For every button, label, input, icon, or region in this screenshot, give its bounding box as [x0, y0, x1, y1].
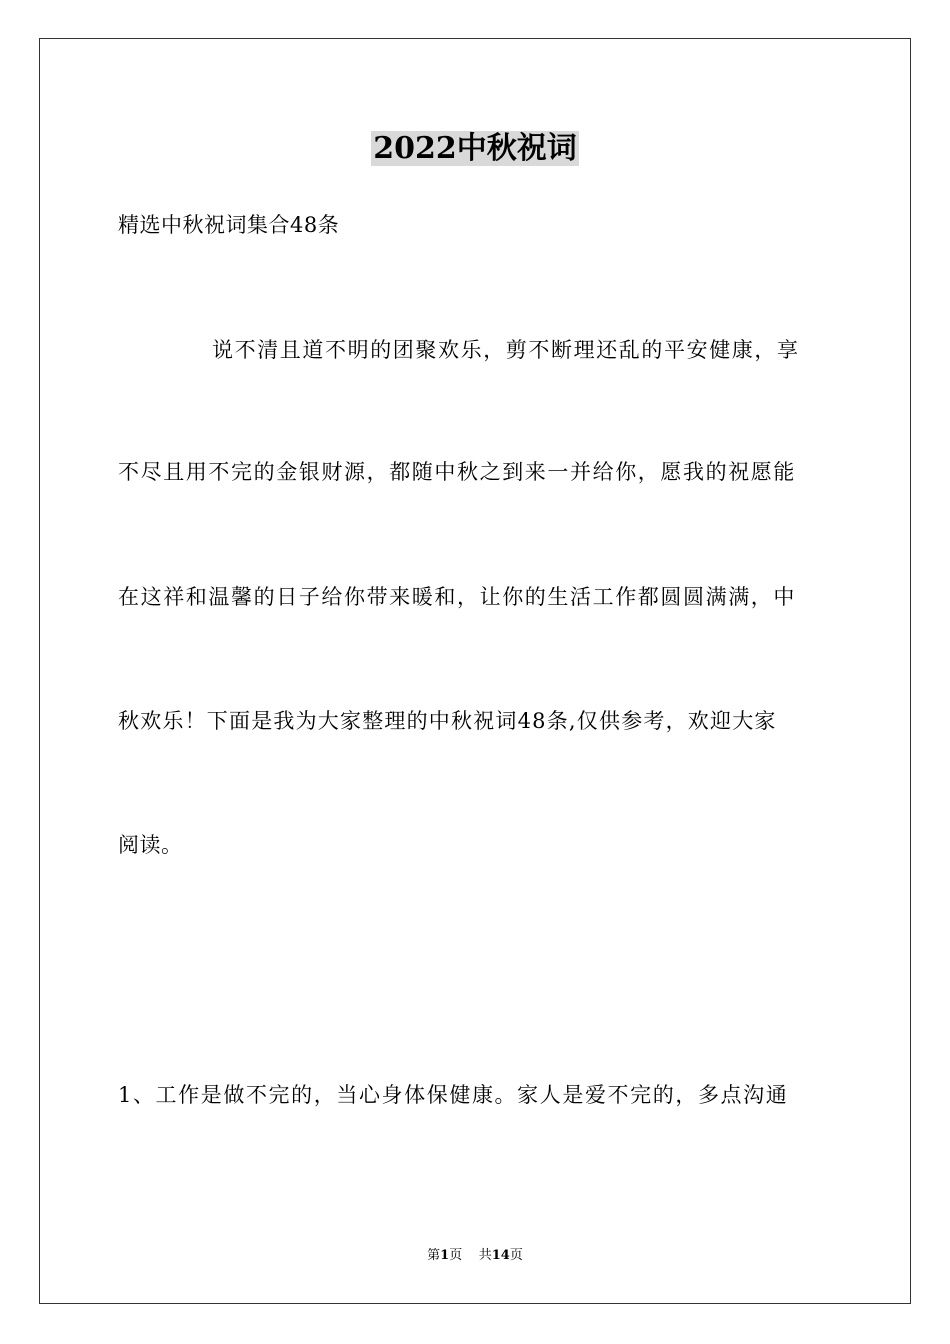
paragraph-line-3: 在这祥和温馨的日子给你带来暖和，让你的生活工作都圆圆满满，中 — [118, 585, 796, 609]
paragraph-line-2: 不尽且用不完的金银财源，都随中秋之到来一并给你，愿我的祝愿能 — [118, 460, 796, 484]
list-item-1-line: 1、工作是做不完的，当心身体保健康。家人是爱不完的，多点沟通 — [118, 1083, 789, 1107]
document-subtitle: 精选中秋祝词集合48条 — [118, 213, 340, 237]
footer-total-suffix: 页 — [509, 1248, 523, 1263]
paragraph-line-5: 阅读。 — [118, 833, 183, 857]
paragraph-line-4: 秋欢乐！下面是我为大家整理的中秋祝词48条,仅供参考，欢迎大家 — [118, 709, 777, 733]
title-text: 2022中秋祝词 — [373, 131, 577, 166]
footer-page-number: 1 — [440, 1248, 450, 1263]
footer-total-prefix: 共 — [478, 1248, 492, 1263]
footer-prefix: 第 — [427, 1248, 441, 1263]
document-title — [0, 127, 950, 171]
footer-total-pages: 14 — [491, 1248, 510, 1263]
paragraph-line-1: 说不清且道不明的团聚欢乐，剪不断理还乱的平安健康，享 — [212, 338, 800, 362]
footer-page-suffix: 页 — [449, 1248, 463, 1263]
page-footer — [0, 1246, 950, 1266]
